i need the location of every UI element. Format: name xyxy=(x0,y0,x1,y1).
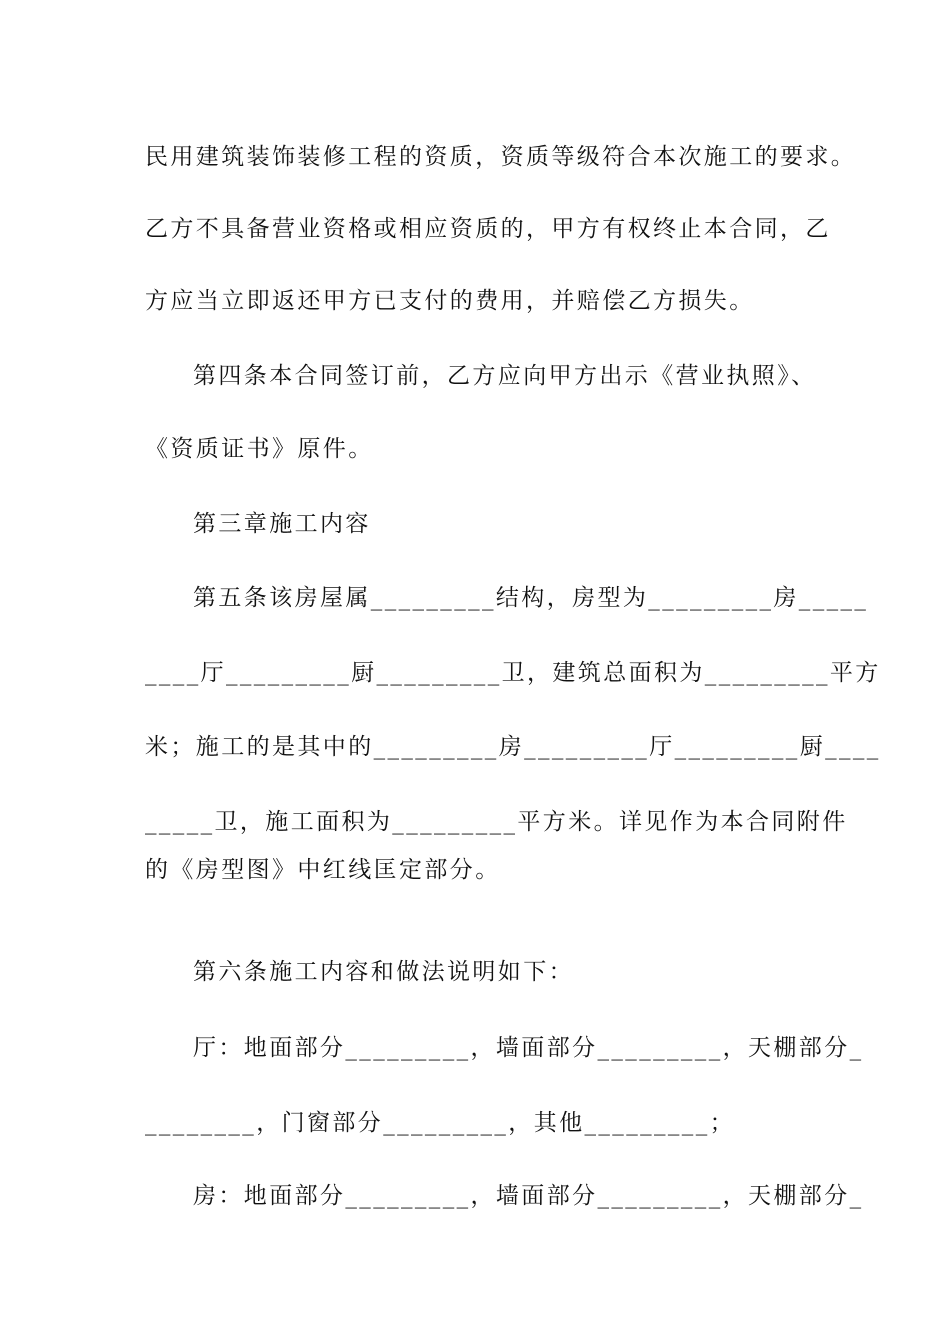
room-line: 房：地面部分_________，墙面部分_________，天棚部分_ xyxy=(193,1183,864,1209)
text-line-14: ________，门窗部分_________，其他_________； xyxy=(145,1110,735,1136)
text-line-8: ____厅_________厨_________卫，建筑总面积为_________平方 xyxy=(145,660,881,686)
text-line-9: 米；施工的是其中的_________房_________厅_________厨____ xyxy=(145,734,881,760)
text-line-11: 的《房型图》中红线匡定部分。 xyxy=(145,857,501,883)
text-line-5: 《资质证书》原件。 xyxy=(145,436,374,462)
chapter-3-heading: 第三章施工内容 xyxy=(193,511,371,537)
text-line-10: _____卫，施工面积为_________平方米。详见作为本合同附件 xyxy=(145,809,848,835)
text-line-1: 民用建筑装饰装修工程的资质，资质等级符合本次施工的要求。 xyxy=(145,144,857,170)
text-line-3: 方应当立即返还甲方已支付的费用，并赔偿乙方损失。 xyxy=(145,288,755,314)
article-4-line: 第四条本合同签订前，乙方应向甲方出示《营业执照》、 xyxy=(193,363,817,389)
article-5-line: 第五条该房屋属_________结构，房型为_________房_____ xyxy=(193,585,869,611)
text-line-2: 乙方不具备营业资格或相应资质的，甲方有权终止本合同，乙 xyxy=(145,216,831,242)
hall-line: 厅：地面部分_________，墙面部分_________，天棚部分_ xyxy=(193,1035,864,1061)
article-6-line: 第六条施工内容和做法说明如下： xyxy=(193,959,574,985)
